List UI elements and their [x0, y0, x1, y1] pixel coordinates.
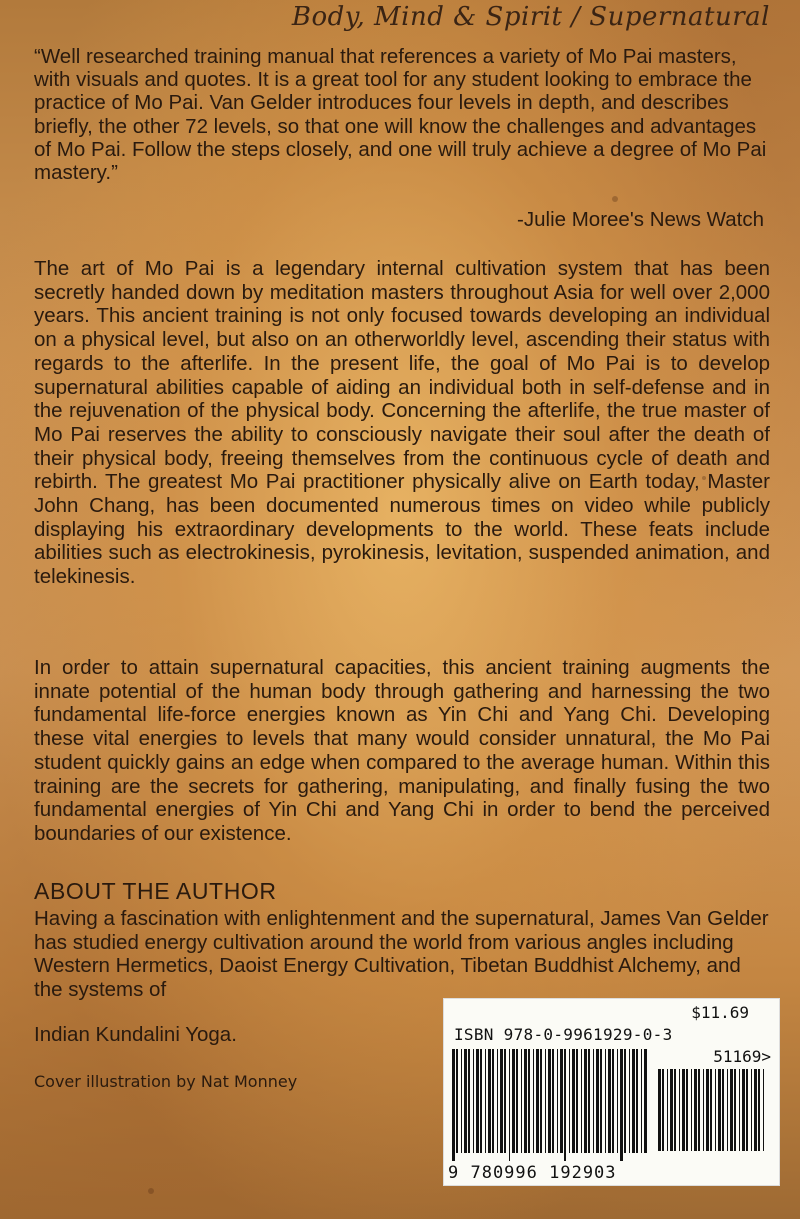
author-bio-end: Indian Kundalini Yoga.: [34, 1023, 237, 1046]
about-author-heading: ABOUT THE AUTHOR: [34, 878, 277, 904]
barcode-bar: [742, 1069, 745, 1151]
barcode-bar: [500, 1049, 503, 1153]
ean-digits: 9 780996 192903: [448, 1163, 617, 1183]
barcode-bar: [608, 1049, 611, 1153]
barcode-bar: [754, 1069, 757, 1151]
barcode-bar: [572, 1049, 575, 1153]
barcode-bar: [564, 1049, 566, 1161]
barcode-bar: [727, 1069, 728, 1151]
barcode-bar: [641, 1049, 642, 1153]
barcode-bar: [473, 1049, 474, 1153]
barcode-main-icon: [452, 1049, 650, 1161]
barcode-bar: [758, 1069, 760, 1151]
barcode-bar: [739, 1069, 740, 1151]
genre-label: Body, Mind & Spirit / Supernatural: [291, 2, 770, 32]
barcode-bar: [718, 1069, 721, 1151]
barcode-bar: [464, 1049, 467, 1153]
barcode-bar: [504, 1049, 506, 1153]
barcode-bar: [480, 1049, 482, 1153]
barcode-bar: [533, 1049, 534, 1153]
barcode-bar: [552, 1049, 554, 1153]
barcode-bar: [644, 1049, 647, 1153]
barcode-bar: [536, 1049, 539, 1153]
description-paragraph-1: The art of Mo Pai is a legendary internal cultivation system that has been secretly handed down by meditation masters throughout Asia for well over 2,000 years. This ancient training is not only focused towards developing an individual on a physical level, but also on an otherworldly level, ascending their status with regards to the afterlife. In the present life, the goal of Mo Pai is to develop supernatural abilities capable of aiding an individual both in self-defense and in the rejuvenation of the physical body. Concerning the afterlife, the true master of Mo Pai reserves the ability to consciously navigate their soul after the death of their physical body, freeing themselves from the continuous cycle of death and rebirth. The greatest Mo Pai practitioner physically alive on Earth today, Master John Chang, has been documented numerous times on video while publicly displaying his extraordinary developments to the world. These feats include abilities such as electrokinesis, pyrokinesis, levitation, suspended animation, and telekinesis.: [34, 257, 770, 589]
author-bio: [34, 907, 774, 1002]
barcode-bar: [524, 1049, 527, 1153]
barcode-bar: [620, 1049, 623, 1161]
barcode-bar: [612, 1049, 614, 1153]
barcode-bar: [667, 1069, 668, 1151]
barcode-bar: [674, 1069, 676, 1151]
barcode-bar: [691, 1069, 692, 1151]
barcode-bar: [468, 1049, 470, 1153]
barcode-bar: [488, 1049, 491, 1153]
description-paragraph-2: In order to attain supernatural capacities, this ancient training augments the innate potential of the human body through gathering and harnessing the two fundamental life-force energies known as Yin Chi and Yang Chi. Developing these vital energies to levels that many would consider unnatural, the Mo Pai student quickly gains an edge when compared to the average human. Within this training are the secrets for gathering, manipulating, and finally fusing the two fundamental energies of Yin Chi and Yang Chi in order to bend the perceived boundaries of our existence.: [34, 656, 770, 845]
barcode-bar: [734, 1069, 736, 1151]
barcode-bar: [584, 1049, 587, 1153]
barcode-bar: [600, 1049, 602, 1153]
barcode-bar: [670, 1069, 673, 1151]
barcode-bar: [682, 1069, 685, 1151]
barcode-bar: [456, 1049, 458, 1153]
barcode-bar: [617, 1049, 618, 1153]
barcode-bar: [636, 1049, 638, 1153]
barcode-bar: [557, 1049, 558, 1153]
isbn-number: ISBN 978-0-9961929-0-3: [454, 1025, 673, 1044]
barcode-bar: [461, 1049, 462, 1153]
barcode-bar: [596, 1049, 599, 1153]
barcode-bar: [516, 1049, 518, 1153]
barcode-bar: [624, 1049, 626, 1153]
barcode-bar: [698, 1069, 700, 1151]
barcode-bar: [497, 1049, 498, 1153]
barcode-bar: [686, 1069, 688, 1151]
barcode-bar: [548, 1049, 551, 1153]
barcode-bar: [658, 1069, 661, 1151]
barcode-bar: [763, 1069, 764, 1151]
author-bio-text: Having a fascination with enlightenment and the supernatural, James Van Gelder has studied energy cultivation around the world from various angles including Western Hermetics, Daoist Energy Cultivation, Tibetan Buddhist Alchemy, and the systems of: [34, 907, 769, 1002]
paper-speck: [612, 196, 618, 202]
barcode-bar: [588, 1049, 590, 1153]
barcode-bar: [540, 1049, 542, 1153]
illustration-credit: Cover illustration by Nat Monney: [34, 1072, 298, 1091]
paper-speck: [148, 1188, 154, 1194]
barcode-bar: [492, 1049, 494, 1153]
barcode-bar: [452, 1049, 455, 1161]
barcode-bar: [509, 1049, 510, 1161]
barcode-bar: [730, 1069, 733, 1151]
barcode-bar: [715, 1069, 716, 1151]
barcode-bar: [662, 1069, 664, 1151]
barcode-bar: [679, 1069, 680, 1151]
barcode-bar: [703, 1069, 704, 1151]
barcode-bar: [485, 1049, 486, 1153]
price-tag: $11.69: [691, 1003, 749, 1022]
barcode-bar: [476, 1049, 479, 1153]
barcode-bar: [751, 1069, 752, 1151]
barcode-bar: [512, 1049, 515, 1153]
barcode-bar: [710, 1069, 712, 1151]
barcode-bar: [581, 1049, 582, 1153]
barcode-bar: [560, 1049, 563, 1153]
barcode-bar: [521, 1049, 522, 1153]
barcode-bar: [605, 1049, 606, 1153]
barcode-bar: [722, 1069, 724, 1151]
barcode-bar: [632, 1049, 635, 1153]
barcode-bar: [706, 1069, 709, 1151]
barcode-bar: [629, 1049, 630, 1153]
barcode-bar: [528, 1049, 530, 1153]
barcode-bar: [694, 1069, 697, 1151]
barcode-bar: [576, 1049, 578, 1153]
review-quote: “Well researched training manual that references a variety of Mo Pai masters, with visuals and quotes. It is a great tool for any student looking to embrace the practice of Mo Pai. Van Gelder introduces four levels in depth, and describes briefly, the other 72 levels, so that one will know the challenges and advantages of Mo Pai. Follow the steps closely, and one will truly achieve a degree of Mo Pai mastery.”: [34, 45, 767, 185]
barcode-addon-icon: [658, 1069, 768, 1159]
barcode-addon-code: 51169>: [713, 1047, 771, 1066]
barcode-bar: [545, 1049, 546, 1153]
barcode-bar: [593, 1049, 594, 1153]
barcode-bar: [569, 1049, 570, 1153]
barcode-bar: [746, 1069, 748, 1151]
review-attribution: -Julie Moree's News Watch: [517, 208, 764, 231]
barcode-label: [443, 998, 780, 1186]
